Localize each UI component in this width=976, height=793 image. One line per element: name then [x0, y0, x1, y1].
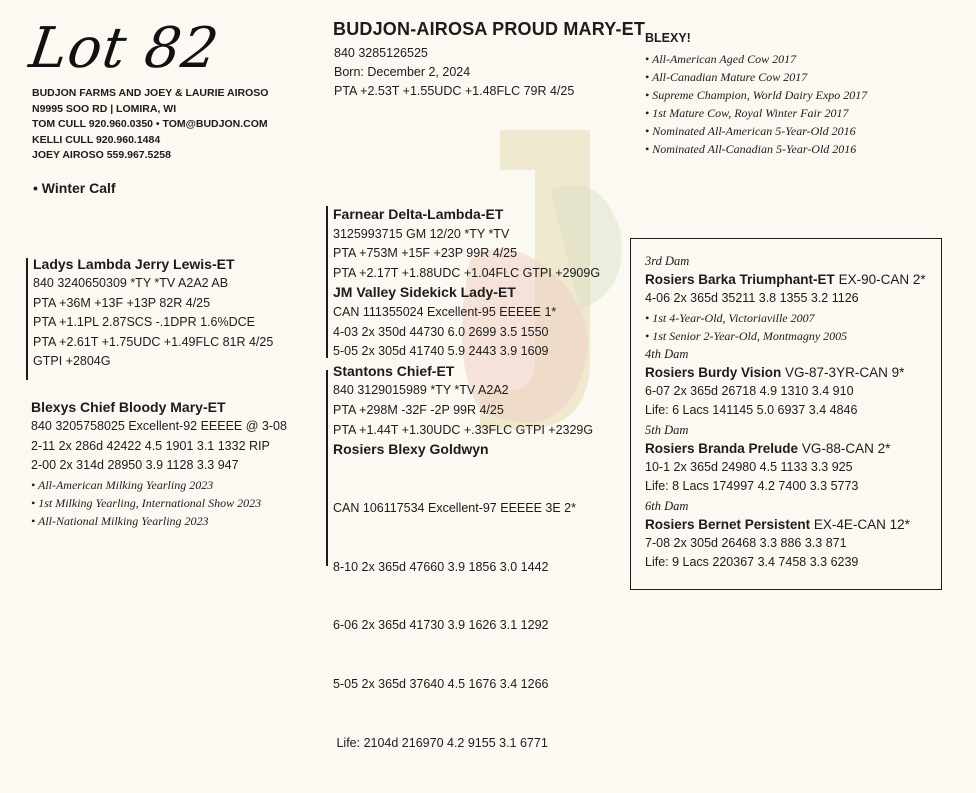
consignor-address: N9995 SOO RD | LOMIRA, WI: [32, 102, 177, 115]
blexy-title: BLEXY!: [645, 31, 691, 45]
sire-bracket: [26, 258, 28, 380]
dam-side-bracket: [326, 370, 328, 566]
pedigree-line: 8-10 2x 365d 47660 3.9 1856 3.0 1442: [333, 559, 549, 574]
sire-side-bracket: [326, 206, 328, 358]
pedigree-line: 840 3129015989 *TY *TV A2A2: [333, 383, 509, 398]
achievement-item: • 1st Senior 2-Year-Old, Montmagny 2005: [645, 328, 848, 343]
dam-record: [645, 382, 941, 421]
pedigree-name: Farnear Delta-Lambda-ET: [333, 206, 504, 222]
sire-name: Ladys Lambda Jerry Lewis-ET: [33, 256, 235, 272]
dam-entry-name-text: Rosiers Barka Triumphant-ET: [645, 272, 835, 287]
sire-details: [33, 274, 273, 372]
lot-title: Lot 82: [25, 16, 224, 81]
pedigree-entry: [333, 440, 600, 793]
pedigree-line: 6-06 2x 365d 41730 3.9 1626 3.1 1292: [333, 618, 549, 633]
achievement-item: • Nominated All-Canadian 5-Year-Old 2016: [645, 142, 857, 156]
pedigree-name: JM Valley Sidekick Lady-ET: [333, 284, 516, 301]
dam-record-line: 6-07 2x 365d 26718 4.9 1310 3.4 910: [645, 383, 854, 398]
contact-line: JOEY AIROSO 559.967.5258: [32, 149, 171, 161]
pedigree-line: 4-03 2x 350d 44730 6.0 2699 3.5 1550: [333, 324, 549, 339]
pedigree-line: PTA +298M -32F -2P 99R 4/25: [333, 402, 504, 417]
achievement-item: • 1st Milking Yearling, International Show 2023: [31, 495, 262, 510]
sire-line: PTA +1.1PL 2.87SCS -.1DPR 1.6%DCE: [33, 315, 255, 330]
pedigree-name: Rosiers Blexy Goldwyn: [333, 441, 489, 458]
pedigree-details: [333, 460, 600, 793]
dam-record-line: Life: 9 Lacs 220367 3.4 7458 3.3 6239: [645, 555, 859, 569]
animal-birthdate: Born: December 2, 2024: [334, 65, 471, 79]
achievement-item: • All-Canadian Mature Cow 2017: [645, 70, 808, 84]
pedigree-details: [333, 225, 600, 284]
dam-score: EX-4E-CAN 12*: [810, 516, 910, 532]
dam-label: 4th Dam: [645, 346, 689, 361]
dam-label: 3rd Dam: [645, 254, 690, 268]
dam-entry-3rd: [645, 252, 941, 345]
dams-box: [630, 238, 942, 590]
dam-label: 6th Dam: [645, 498, 689, 513]
achievement-item: • 1st 4-Year-Old, Victoriaville 2007: [645, 310, 815, 325]
achievement-item: • Nominated All-American 5-Year-Old 2016: [645, 124, 856, 138]
pedigree-line: 5-05 2x 305d 41740 5.9 2443 3.9 1609: [333, 344, 549, 359]
sire-line: GTPI +2804G: [33, 354, 111, 369]
animal-id: 840 3285126525: [334, 46, 428, 60]
dam-achievements: [645, 309, 941, 345]
dam-entry-name-text: Rosiers Bernet Persistent: [645, 516, 811, 532]
pedigree-line: CAN 111355024 Excellent-95 EEEEE 1*: [333, 304, 557, 319]
dam-entry-6th: [645, 497, 941, 573]
sire-block: [33, 254, 273, 372]
achievement-item: • All-American Milking Yearling 2023: [31, 477, 214, 492]
pedigree-entry: [333, 283, 600, 361]
dam-entry-name: [645, 515, 941, 534]
dam-entry-name-text: Rosiers Burdy Vision: [645, 364, 782, 380]
pedigree-column: [333, 205, 600, 793]
sire-line: 840 3240650309 *TY *TV A2A2 AB: [33, 276, 229, 290]
pedigree-line: CAN 106117534 Excellent-97 EEEEE 3E 2*: [333, 500, 576, 515]
dam-record-line: Life: 6 Lacs 141145 5.0 6937 3.4 4846: [645, 403, 858, 417]
animal-details: [334, 44, 574, 101]
dam-block: [31, 397, 287, 530]
dam-label: 5th Dam: [645, 422, 689, 437]
pedigree-entry: [333, 205, 600, 283]
dam-record: [645, 458, 941, 497]
pedigree-line: PTA +2.17T +1.88UDC +1.04FLC GTPI +2909G: [333, 265, 601, 280]
pedigree-line: PTA +1.44T +1.30UDC +.33FLC GTPI +2329G: [333, 422, 594, 437]
dam-record: 4-06 2x 365d 35211 3.8 1355 3.2 1126: [645, 291, 859, 305]
dam-entry-name: [645, 363, 941, 382]
dam-record: [645, 534, 941, 573]
dam-record-line: 7-08 2x 305d 26468 3.3 886 3.3 871: [645, 535, 847, 550]
dam-name: Blexys Chief Bloody Mary-ET: [31, 399, 226, 415]
animal-pta: PTA +2.53T +1.55UDC +1.48FLC 79R 4/25: [334, 84, 575, 98]
pedigree-line: PTA +753M +15F +23P 99R 4/25: [333, 246, 518, 261]
dam-entry-name: [645, 270, 941, 289]
class-note: • Winter Calf: [33, 180, 116, 196]
consignor-contact: [32, 86, 268, 164]
dam-record-line: 10-1 2x 365d 24980 4.5 1133 3.3 925: [645, 459, 853, 474]
dam-line: 840 3205758025 Excellent-92 EEEEE @ 3-08: [31, 419, 287, 433]
pedigree-entry: [333, 362, 600, 440]
sire-line: PTA +36M +13F +13P 82R 4/25: [33, 295, 211, 310]
dam-entry-name-text: Rosiers Branda Prelude: [645, 440, 799, 456]
pedigree-name: Stantons Chief-ET: [333, 362, 455, 379]
contact-line: KELLI CULL 920.960.1484: [32, 133, 161, 146]
pedigree-line: 5-05 2x 365d 37640 4.5 1676 3.4 1266: [333, 677, 549, 692]
dam-entry-4th: [645, 345, 941, 421]
dam-line: 2-00 2x 314d 28950 3.9 1128 3.3 947: [31, 458, 239, 473]
pedigree-details: [333, 381, 600, 440]
pedigree-line: 3125993715 GM 12/20 *TY *TV: [333, 226, 510, 241]
achievement-item: • All-National Milking Yearling 2023: [31, 513, 209, 528]
dam-entry-name: [645, 439, 941, 458]
dam-score: EX-90-CAN 2*: [834, 272, 926, 287]
dam-score: VG-87-3YR-CAN 9*: [781, 364, 905, 380]
dam-details: [31, 417, 287, 476]
dam-entry-5th: [645, 421, 941, 497]
dam-achievements: [31, 476, 287, 530]
pedigree-details: [333, 303, 600, 362]
achievement-item: • All-American Aged Cow 2017: [645, 52, 797, 66]
dam-score: VG-88-CAN 2*: [798, 440, 891, 456]
consignor-name: BUDJON FARMS AND JOEY & LAURIE AIROSO: [32, 87, 269, 99]
animal-name: BUDJON-AIROSA PROUD MARY-ET: [333, 19, 646, 39]
achievement-item: • 1st Mature Cow, Royal Winter Fair 2017: [645, 106, 849, 120]
pedigree-line: Life: 2104d 216970 4.2 9155 3.1 6771: [333, 736, 548, 751]
dam-record-line: Life: 8 Lacs 174997 4.2 7400 3.3 5773: [645, 479, 859, 493]
sire-line: PTA +2.61T +1.75UDC +1.49FLC 81R 4/25: [33, 334, 274, 349]
contact-line: TOM CULL 920.960.0350 • TOM@BUDJON.COM: [32, 118, 268, 130]
dam-line: 2-11 2x 286d 42422 4.5 1901 3.1 1332 RIP: [31, 438, 270, 453]
achievement-item: • Supreme Champion, World Dairy Expo 2017: [645, 88, 868, 102]
blexy-achievements: [645, 50, 867, 158]
